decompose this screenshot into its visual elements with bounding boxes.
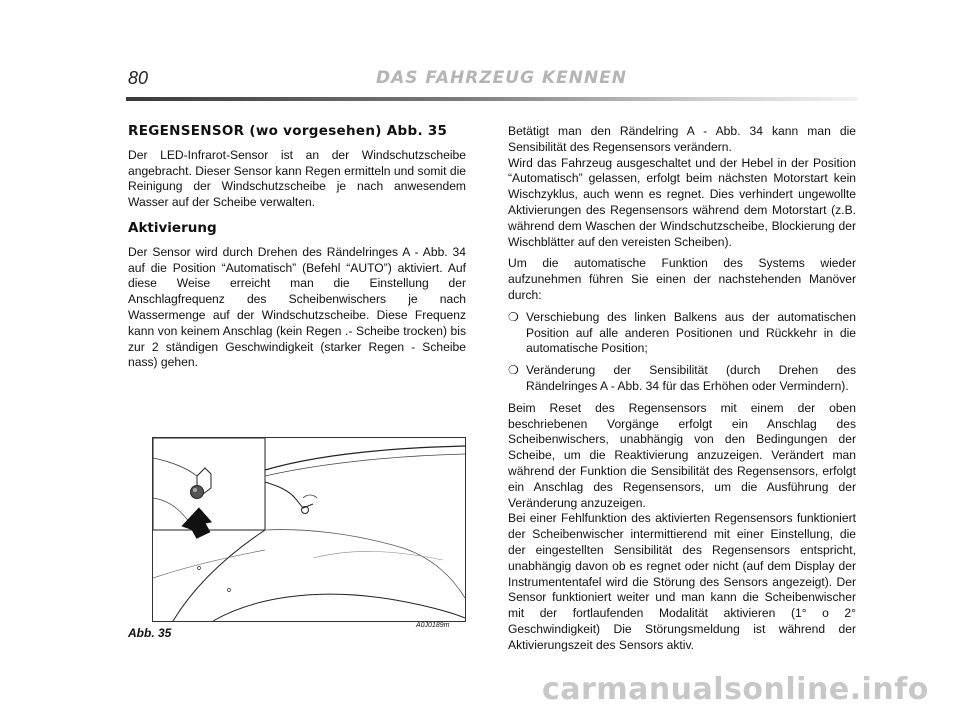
paragraph-reset: Beim Reset des Regensensors mit einem der oben beschriebenen Vorgänge erfolgt ein Anschlag des Scheibenwischers, unabhängig von den Bedingungen der Scheibe, um die Reaktivierung anzuzeigen. Verändert man während der Funktion die Sensibilität des Regensensors, erfolgt ein Anschlag des Regensensors, um die Ausführung der Veränderung anzuzeigen. — [508, 400, 856, 510]
figure-caption: Abb. 35 — [128, 626, 172, 640]
paragraph-sensitivity: Betätigt man den Rändelring A - Abb. 34 kann man die Sensibilität des Regensensors verändern. — [508, 124, 856, 154]
bullet-mark: ❍ — [508, 309, 519, 324]
bullet-mark: ❍ — [508, 363, 519, 378]
running-title: DAS FAHRZEUG KENNEN — [376, 68, 628, 88]
watermark: carmanualsonline.info — [542, 672, 929, 707]
right-column — [508, 124, 856, 660]
activation-paragraph: Der Sensor wird durch Drehen des Rändelringes A - Abb. 34 auf die Position “Automatisch” (Befehl “AUTO”) aktiviert. Auf diese Weise erreicht man die Einstellung der Anschlagfrequenz des Scheibenwischers je nach Wassermenge auf der Windschutzscheibe. Diese Frequenz kann von keinem Anschlag (kein Regen .- Scheibe trocken) bis zur 2 ständigen Geschwindigkeit (starker Regen - Scheibe nass) gehen. — [128, 244, 466, 370]
paragraph-engine-start: Wird das Fahrzeug ausgeschaltet und der Hebel in der Position “Automatisch” gelassen, erfolgt beim nächsten Motorstart kein Wischzyklus, auch wenn es regnet. Dies verhindert ungewollte Aktivierungen des Regensensors während dem Motorstart (z.B. während dem Waschen der Windschutzscheibe, Blockierung der Wischblätter auf den vereisten Scheiben). — [508, 155, 856, 249]
bullet-item — [508, 310, 856, 357]
bullet-text: Verschiebung des linken Balkens aus der automatischen Position auf alle anderen Positionen und Rückkehr in die automatische Position; — [526, 309, 856, 356]
paragraph-resume: Um die automatische Funktion des Systems wieder aufzunehmen führen Sie einen der nachstehenden Manöver durch: — [508, 256, 856, 302]
paragraph-malfunction: Bei einer Fehlfunktion des aktivierten Regensensors funktioniert der Scheibenwischer intermittierend mit einer Einstellung, die der eingestellten Sensibilität des Regensensors entspricht, unabhängig davon ob es regnet oder nicht (auf dem Display der Instrumententafel wird die Störung des Sensors angezeigt). Der Sensor funktioniert weiter und man kann die Scheibenwischer mit der fortlaufenden Modalität aktivieren (1° o 2° Geschwindigkeit) Die Störungsmeldung ist während der Aktivierungszeit des Sensors aktiv. — [508, 511, 856, 652]
page-number: 80 — [128, 68, 149, 88]
bullet-text: Veränderung der Sensibilität (durch Drehen des Rändelringes A - Abb. 34 für das Erhöhen oder Vermindern). — [526, 363, 856, 393]
windshield-sensor-drawing — [153, 438, 465, 621]
figure-code: A0J0189m — [416, 622, 450, 629]
intro-paragraph: Der LED-Infrarot-Sensor ist an der Windschutzscheibe angebracht. Dieser Sensor kann Regen ermitteln und somit die Reinigung der Windschutzscheibe je nach anwesendem Wasser auf der Scheibe verwalten. — [128, 147, 466, 210]
bullet-item — [508, 363, 856, 395]
subheading-activation: Aktivierung — [128, 219, 217, 236]
section-heading: REGENSENSOR (wo vorgesehen) Abb. 35 — [128, 123, 448, 139]
left-column — [128, 124, 466, 377]
header-rule — [126, 97, 858, 101]
figure-illustration — [152, 437, 466, 622]
